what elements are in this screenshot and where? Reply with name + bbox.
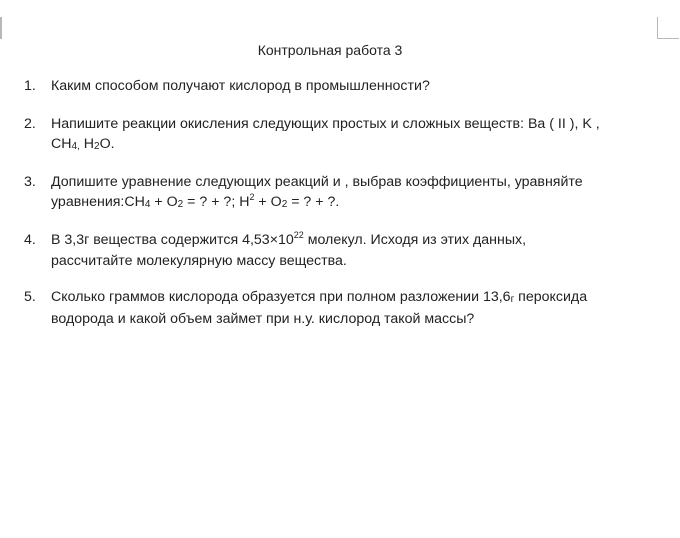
question-line: [51, 230, 664, 251]
subscript: 4: [144, 199, 151, 210]
question-number: 2.: [24, 116, 36, 132]
superscript: 2: [249, 192, 255, 202]
formula-text: = ? + ?.: [287, 194, 340, 210]
document-title: Контрольная работа 3: [257, 42, 403, 58]
question-text: [51, 114, 664, 156]
subscript: 2: [177, 199, 184, 210]
formula-text: = ? + ?; H: [183, 194, 250, 210]
question-number: 4.: [24, 232, 36, 248]
question-4: [24, 230, 664, 271]
question-number: 5.: [24, 289, 36, 305]
question-5: [24, 287, 664, 329]
superscript: 22: [293, 230, 304, 240]
question-3: [24, 172, 664, 214]
question-text-part: В 3,3г вещества содержится 4,53×10: [51, 232, 294, 248]
question-line: Допишите уравнение следующих реакций и , выбрав коэффициенты, уравняйте: [51, 174, 583, 190]
formula-text: + O: [254, 194, 282, 210]
subscript: г: [510, 294, 515, 305]
formula-text: H: [79, 136, 95, 152]
question-text-part: Сколько граммов кислорода образуется при полном разложении 13,6: [51, 289, 511, 305]
question-text: [51, 287, 664, 329]
question-line: [51, 287, 664, 309]
question-2: [24, 114, 664, 156]
question-1: [24, 76, 664, 96]
question-text-part: молекул. Исходя из этих данных,: [303, 232, 527, 248]
question-text: [51, 230, 664, 271]
question-number: 1.: [24, 78, 36, 94]
question-number: 3.: [24, 174, 36, 190]
formula-text: CH: [51, 136, 72, 152]
subscript: 2: [281, 199, 288, 210]
subscript: 2: [94, 141, 100, 152]
formula-line: [51, 192, 664, 214]
question-line: Напишите реакции окисления следующих простых и сложных веществ: Ba ( II ), K ,: [51, 116, 600, 132]
question-text: [51, 172, 664, 214]
formula-text: + O: [150, 194, 178, 210]
question-line: водорода и какой объем займет при н.у. кислород такой массы?: [51, 311, 475, 327]
formula-text: уравнения:CH: [51, 194, 145, 210]
subscript: 4,: [71, 141, 80, 152]
question-text-part: пероксида: [514, 289, 588, 305]
question-text: [51, 76, 664, 96]
page-corner-mark-left: [0, 17, 2, 39]
question-line: рассчитайте молекулярную массу вещества.: [51, 253, 347, 269]
question-line: Каким способом получают кислород в промышленности?: [51, 78, 430, 94]
page-corner-mark-right: [657, 17, 679, 39]
formula-line: [51, 134, 664, 156]
formula-text: O.: [99, 136, 115, 152]
